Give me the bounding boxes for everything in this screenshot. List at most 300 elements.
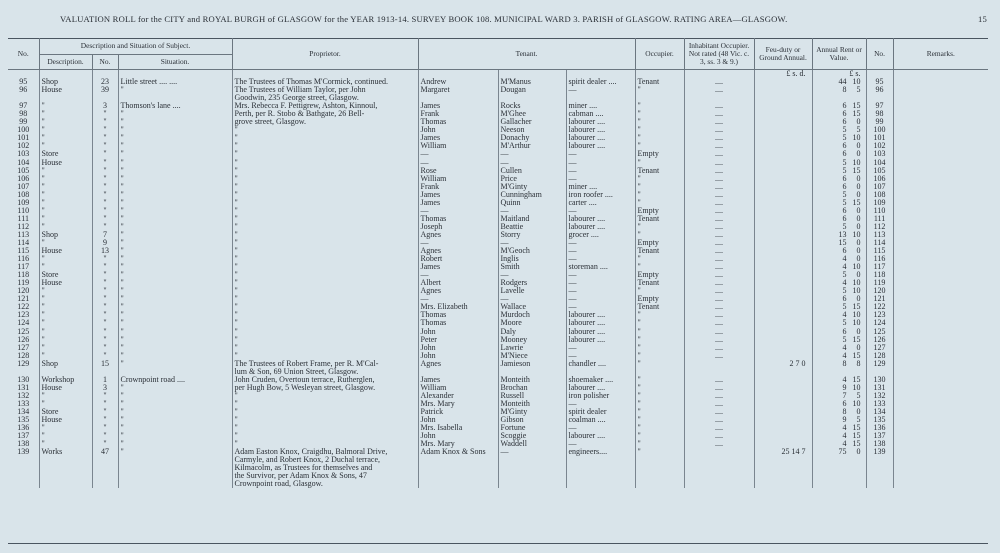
row-occupation: labourer .... [566,384,635,392]
row-description: " [39,215,92,223]
rent-pounds: 6 [842,327,847,336]
row-occupier: " [635,183,684,191]
row-inhabitant: .... [684,311,754,319]
row-desc-no: " [92,207,118,215]
row-tenant-first: James [418,102,498,110]
row-rent [812,424,866,432]
row-tenant-surname: M'Ghee [498,110,566,118]
row-feu: 2 7 0 [754,360,812,368]
row-desc-no: " [92,223,118,231]
row-inhabitant: .... [684,376,754,384]
row-tenant-surname: Brochan [498,384,566,392]
row-no2: 132 [866,392,893,400]
row-proprietor: " [232,400,418,408]
row-tenant-surname [498,472,566,480]
rent-pounds: 9 [842,416,847,425]
row-occupier: Tenant [635,167,684,175]
row-occupation: — [566,207,635,215]
rent-shillings: 10 [852,399,861,408]
row-inhabitant: .... [684,118,754,126]
row-no: 105 [8,167,39,175]
table-row [8,239,988,247]
row-desc-no: " [92,303,118,311]
row-rent [812,440,866,448]
row-no2: 121 [866,295,893,303]
row-feu [754,167,812,175]
rent-shillings: 10 [852,383,861,392]
row-tenant-surname: Donachy [498,134,566,142]
units-cell [92,70,118,79]
col-situation: Situation. [118,55,232,70]
table-row [8,279,988,287]
row-feu [754,199,812,207]
row-proprietor: " [232,392,418,400]
row-occupation: — [566,279,635,287]
row-no: 131 [8,384,39,392]
row-no2: 102 [866,142,893,150]
rent-pounds: 4 [842,255,847,264]
row-no2: 107 [866,183,893,191]
row-tenant-first: — [418,207,498,215]
row-inhabitant: .... [684,207,754,215]
row-desc-no: " [92,126,118,134]
row-rent [812,328,866,336]
row-inhabitant [684,94,754,102]
row-no: 129 [8,360,39,368]
table-row [8,207,988,215]
row-no: 98 [8,110,39,118]
table-row [8,464,988,472]
row-description: " [39,432,92,440]
table-row [8,376,988,384]
rent-pounds: 6 [842,142,847,151]
row-feu [754,239,812,247]
row-remarks [893,311,988,319]
units-cell [498,70,566,79]
row-occupation: grocer .... [566,231,635,239]
table-row [8,368,988,376]
row-description [39,472,92,480]
row-occupation: chandler .... [566,360,635,368]
row-tenant-first: Mrs. Isabella [418,424,498,432]
row-rent [812,142,866,150]
units-cell [684,70,754,79]
row-situation: " [118,336,232,344]
row-feu [754,191,812,199]
row-tenant-first: Alexander [418,392,498,400]
row-situation: " [118,255,232,263]
row-no2: 129 [866,360,893,368]
row-proprietor: grove street, Glasgow. [232,118,418,126]
row-occupier: " [635,360,684,368]
row-occupier: " [635,384,684,392]
row-tenant-first: James [418,199,498,207]
row-occupier: Tenant [635,78,684,86]
table-row [8,110,988,118]
row-inhabitant: .... [684,126,754,134]
row-tenant-surname: — [498,239,566,247]
row-no: 138 [8,440,39,448]
row-no2: 128 [866,352,893,360]
row-remarks [893,368,988,376]
row-rent [812,448,866,456]
row-rent [812,472,866,480]
row-desc-no: 9 [92,239,118,247]
row-no2: 106 [866,175,893,183]
row-no2: 135 [866,416,893,424]
row-occupier: " [635,352,684,360]
row-feu [754,223,812,231]
row-tenant-first: James [418,191,498,199]
row-inhabitant: .... [684,159,754,167]
row-situation [118,480,232,488]
row-inhabitant: .... [684,287,754,295]
row-inhabitant [684,448,754,456]
col-no: No. [8,38,39,70]
row-rent [812,191,866,199]
row-no2: 104 [866,159,893,167]
row-description: " [39,167,92,175]
row-rent [812,319,866,327]
row-inhabitant: .... [684,167,754,175]
row-proprietor: " [232,295,418,303]
row-description: House [39,247,92,255]
row-inhabitant: .... [684,191,754,199]
row-description [39,464,92,472]
row-proprietor: " [232,247,418,255]
rent-pounds: 6 [842,150,847,159]
row-description [39,368,92,376]
row-proprietor: John Cruden, Overtoun terrace, Rutherglen, [232,376,418,384]
row-tenant-surname [498,456,566,464]
row-rent [812,432,866,440]
row-tenant-first: James [418,134,498,142]
row-inhabitant [684,472,754,480]
row-inhabitant [684,464,754,472]
row-tenant-surname: M'Ginty [498,183,566,191]
row-tenant-first: James [418,263,498,271]
row-occupation: — [566,352,635,360]
rent-pounds: 5 [842,158,847,167]
row-remarks [893,142,988,150]
row-proprietor: " [232,424,418,432]
row-no2: 114 [866,239,893,247]
row-tenant-first: — [418,159,498,167]
row-feu [754,480,812,488]
units-cell [635,70,684,79]
row-no2: 95 [866,78,893,86]
row-remarks [893,223,988,231]
row-tenant-first [418,464,498,472]
row-desc-no: 13 [92,247,118,255]
row-occupation: miner .... [566,183,635,191]
row-tenant-surname: Monteith [498,376,566,384]
row-tenant-first: Robert [418,255,498,263]
row-occupation: — [566,295,635,303]
row-tenant-surname: Lavelle [498,287,566,295]
row-tenant-surname: Murdoch [498,311,566,319]
row-tenant-surname: Quinn [498,199,566,207]
col-remarks: Remarks. [893,38,988,70]
table-row [8,271,988,279]
rent-shillings: 0 [856,142,861,151]
units-cell [418,70,498,79]
row-occupation [566,472,635,480]
row-proprietor: " [232,416,418,424]
row-tenant-first: William [418,175,498,183]
row-tenant-first: James [418,376,498,384]
table-row [8,360,988,368]
row-remarks [893,360,988,368]
rent-shillings: 10 [852,319,861,328]
row-situation: " [118,110,232,118]
row-tenant-surname: Rocks [498,102,566,110]
row-no: 136 [8,424,39,432]
row-no2: 103 [866,150,893,158]
row-occupation: — [566,167,635,175]
row-occupier: " [635,263,684,271]
row-no2: 115 [866,247,893,255]
row-desc-no: 23 [92,78,118,86]
row-occupier: " [635,102,684,110]
row-remarks [893,175,988,183]
row-proprietor: " [232,328,418,336]
row-occupier: " [635,255,684,263]
row-inhabitant: .... [684,78,754,86]
row-no2: 130 [866,376,893,384]
rent-pounds: 6 [842,182,847,191]
row-situation: " [118,416,232,424]
row-feu [754,142,812,150]
row-occupier: Tenant [635,279,684,287]
row-desc-no: " [92,336,118,344]
row-occupation: carter .... [566,199,635,207]
row-no2 [866,472,893,480]
row-description: Store [39,271,92,279]
rent-pounds: 4 [842,351,847,360]
row-remarks [893,456,988,464]
rent-shillings: 5 [856,416,861,425]
row-occupation: — [566,255,635,263]
page-header [0,14,1000,28]
rent-shillings: 0 [856,343,861,352]
row-inhabitant: .... [684,110,754,118]
row-inhabitant: .... [684,86,754,94]
row-tenant-first: Mrs. Mary [418,400,498,408]
rent-shillings: 0 [856,182,861,191]
table-row [8,199,988,207]
row-situation: Crownpoint road .... [118,376,232,384]
row-no: 120 [8,287,39,295]
row-rent [812,239,866,247]
row-no: 107 [8,183,39,191]
row-occupation: — [566,344,635,352]
row-situation: " [118,142,232,150]
col-desc-no: No. [92,55,118,70]
row-feu [754,464,812,472]
row-situation: " [118,247,232,255]
row-proprietor: " [232,215,418,223]
row-occupation: — [566,159,635,167]
table-row [8,175,988,183]
row-no [8,480,39,488]
row-situation: " [118,231,232,239]
row-occupation: shoemaker .... [566,376,635,384]
rent-pounds: 5 [842,222,847,231]
row-no: 97 [8,102,39,110]
row-proprietor: " [232,142,418,150]
row-inhabitant: .... [684,344,754,352]
row-desc-no: " [92,416,118,424]
col-desc-group: Description and Situation of Subject. [39,38,232,55]
row-inhabitant: .... [684,255,754,263]
units-cell [893,70,988,79]
row-situation: " [118,352,232,360]
row-situation: " [118,207,232,215]
row-no: 96 [8,86,39,94]
table-row [8,400,988,408]
row-proprietor: " [232,183,418,191]
row-remarks [893,295,988,303]
table-row [8,344,988,352]
rent-pounds: 15 [838,238,847,247]
row-occupier: " [635,344,684,352]
rent-pounds: 5 [842,134,847,143]
row-description: Shop [39,360,92,368]
row-occupation: — [566,239,635,247]
table-row [8,86,988,94]
row-desc-no: " [92,400,118,408]
row-occupier: " [635,416,684,424]
row-situation: " [118,311,232,319]
rent-pounds: 8 [842,86,847,95]
row-situation: " [118,303,232,311]
row-remarks [893,464,988,472]
row-rent [812,360,866,368]
row-feu [754,384,812,392]
row-no: 119 [8,279,39,287]
row-description: " [39,110,92,118]
rent-shillings: 0 [856,206,861,215]
row-inhabitant: .... [684,319,754,327]
row-proprietor: " [232,199,418,207]
row-description: House [39,384,92,392]
row-proprietor: " [232,303,418,311]
row-remarks [893,94,988,102]
row-situation: " [118,175,232,183]
row-tenant-first: — [418,271,498,279]
row-desc-no: " [92,199,118,207]
rent-pounds: 75 [838,448,847,457]
row-feu [754,150,812,158]
row-inhabitant: .... [684,328,754,336]
row-situation: " [118,287,232,295]
row-feu [754,440,812,448]
row-desc-no: 3 [92,102,118,110]
row-description: Store [39,150,92,158]
row-tenant-surname: Dougan [498,86,566,94]
table-row [8,223,988,231]
row-occupier [635,480,684,488]
row-situation: " [118,118,232,126]
row-proprietor: " [232,175,418,183]
row-no: 139 [8,448,39,456]
row-rent [812,400,866,408]
row-remarks [893,480,988,488]
row-no: 127 [8,344,39,352]
row-description: " [39,207,92,215]
row-rent [812,150,866,158]
row-feu [754,279,812,287]
row-occupier [635,464,684,472]
row-rent [812,215,866,223]
row-tenant-surname [498,464,566,472]
row-inhabitant: .... [684,440,754,448]
row-desc-no: " [92,328,118,336]
row-occupier: " [635,199,684,207]
row-inhabitant: .... [684,150,754,158]
row-remarks [893,472,988,480]
row-desc-no: 39 [92,86,118,94]
row-situation: " [118,126,232,134]
row-inhabitant: .... [684,199,754,207]
row-tenant-surname: — [498,150,566,158]
row-tenant-first [418,456,498,464]
row-feu [754,231,812,239]
row-remarks [893,352,988,360]
row-description: Shop [39,78,92,86]
row-rent [812,376,866,384]
rent-pounds: 4 [842,343,847,352]
row-no [8,456,39,464]
rent-pounds: 5 [842,287,847,296]
row-description: Shop [39,231,92,239]
rent-pounds: 13 [838,230,847,239]
row-proprietor: The Trustees of Robert Frame, per R. M'Cal- [232,360,418,368]
rent-shillings: 15 [852,335,861,344]
row-rent [812,207,866,215]
rent-shillings: 0 [856,448,861,457]
row-no2: 111 [866,215,893,223]
row-tenant-first [418,368,498,376]
row-description: " [39,352,92,360]
row-desc-no: " [92,344,118,352]
rent-pounds: 5 [842,166,847,175]
row-remarks [893,199,988,207]
table-row [8,94,988,102]
row-no2: 108 [866,191,893,199]
row-occupation: labourer .... [566,223,635,231]
row-tenant-first: Agnes [418,247,498,255]
row-feu [754,472,812,480]
rent-pounds: 5 [842,190,847,199]
row-occupier: " [635,231,684,239]
row-description: " [39,191,92,199]
row-no: 123 [8,311,39,319]
rent-shillings: 10 [852,279,861,288]
row-tenant-surname: Lawrie [498,344,566,352]
row-description: " [39,102,92,110]
row-occupier: " [635,336,684,344]
row-feu [754,126,812,134]
row-situation: " [118,159,232,167]
units-cell [566,70,635,79]
rent-pounds: 9 [842,383,847,392]
rent-pounds: 4 [842,432,847,441]
row-feu [754,392,812,400]
row-no: 137 [8,432,39,440]
row-tenant-surname: Russell [498,392,566,400]
